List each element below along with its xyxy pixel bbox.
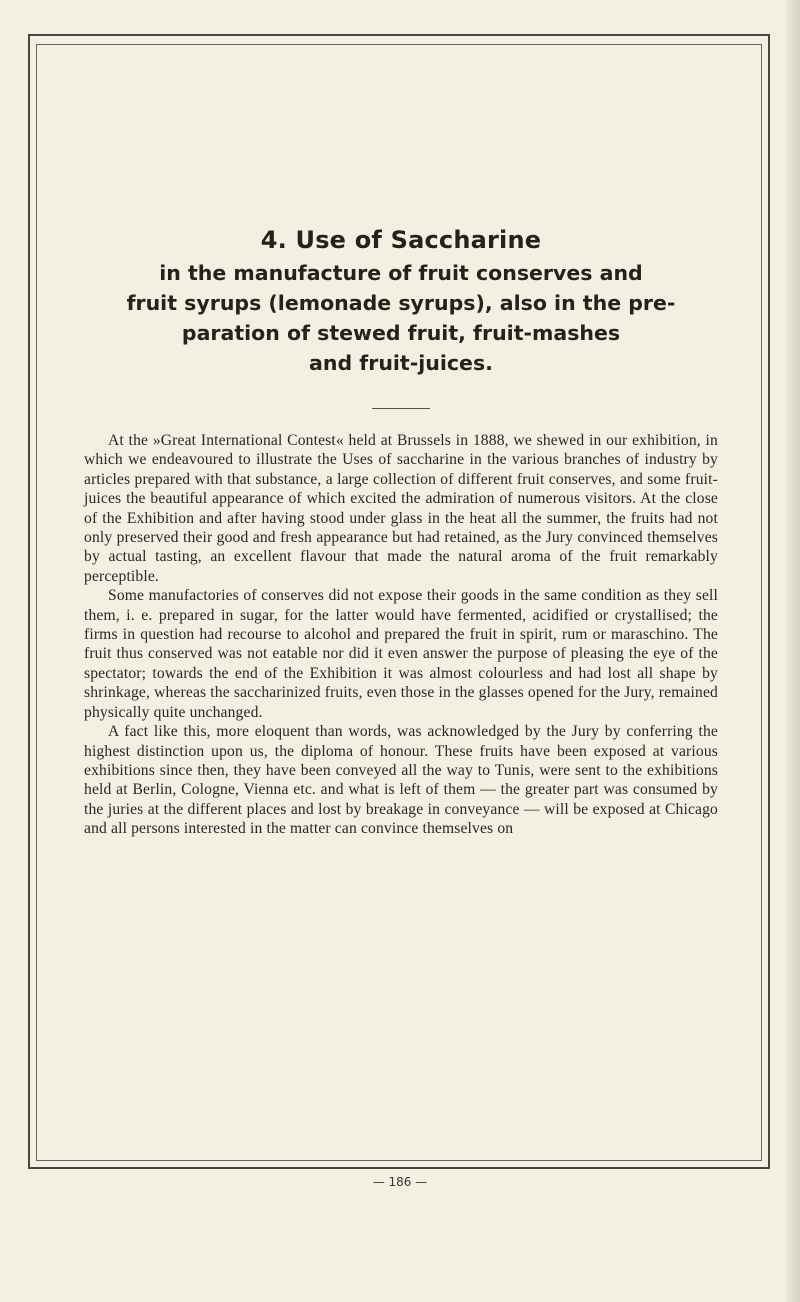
subtitle-line: paration of stewed fruit, fruit-mashes	[181, 321, 621, 345]
section-title: 4. Use of Saccharine	[260, 226, 542, 254]
page-edge	[786, 0, 800, 1302]
subtitle-line: in the manufacture of fruit conserves and	[159, 261, 643, 285]
paragraph-contest: At the »Great International Contest« held at Brussels in 1888, we shewed in our exhibition, in which we endeavoured to illustrate the Uses of saccharine in the various branches of industry by articles prepared with that substance, a large collection of different fruit conserves, and some fruit-juices the beautiful appearance of which excited the admiration of numerous visitors. At the close of the Exhibition and after having stood under glass in the heat all the summer, the fruits had not only preserved their good and fresh appearance but had retained, as the Jury convinced themselves by actual tasting, an excellent flavour that made the natural aroma of the fruit remarkably perceptible.	[84, 432, 718, 585]
subtitle-line: fruit syrups (lemonade syrups), also in the pre-	[126, 291, 676, 315]
subtitle-line: and fruit-juices.	[309, 351, 493, 375]
paragraph-manufactories: Some manufactories of conserves did not expose their goods in the same condition as they sell them, i. e. prepared in sugar, for the latter would have fermented, acidified or crystallised; the firms in question had recourse to alcohol and prepared the fruit in spirit, rum or maraschino. The fruit thus conserved was not eatable nor did it even answer the purpose of pleasing the eye of the spectator; towards the end of the Exhibition it was almost colourless and had lost all shape by shrinkage, whereas the saccharinized fruits, even those in the glasses opened for the Jury, remained physically quite unchanged.	[84, 587, 718, 721]
page-number: — 186 —	[372, 1175, 428, 1189]
section-subtitle	[84, 258, 718, 378]
content-area	[84, 226, 718, 839]
section-divider	[372, 408, 430, 409]
paragraph-jury: A fact like this, more eloquent than words, was acknowledged by the Jury by conferring the highest distinction upon us, the diploma of honour. These fruits have been exposed at various exhibitions since then, they have been conveyed all the way to Tunis, were sent to the exhibitions held at Berlin, Cologne, Vienna etc. and what is left of them — the greater part was consumed by the juries at the different places and lost by breakage in conveyance — will be exposed at Chicago and all persons interested in the matter can convince themselves on	[84, 723, 718, 838]
